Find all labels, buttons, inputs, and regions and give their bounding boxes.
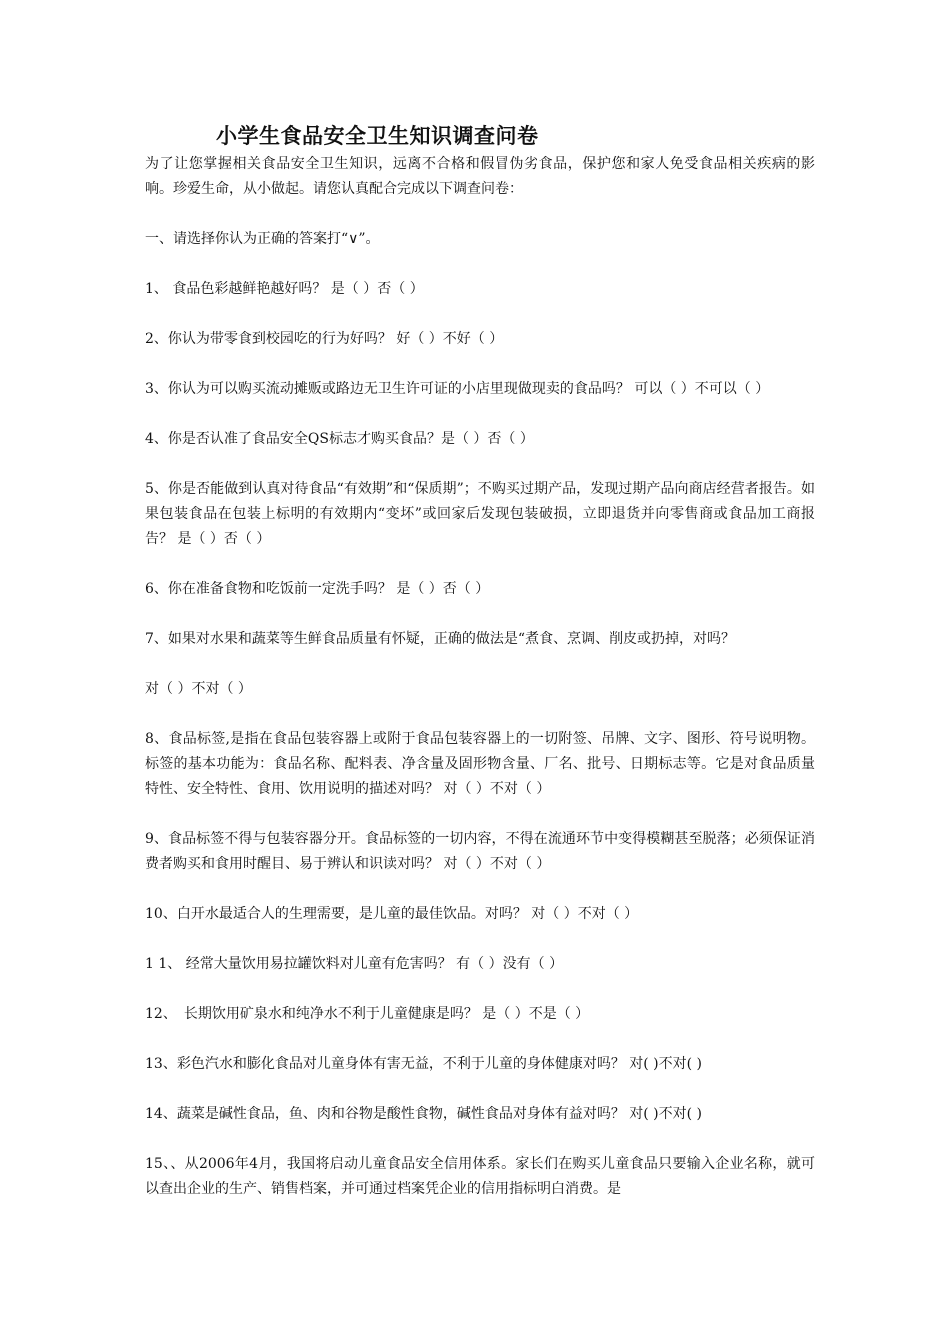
- question-7-options: 对（ ）不对（ ）: [145, 681, 252, 697]
- question-2: 2、你认为带零食到校园吃的行为好吗？ 好（ ）不好（ ）: [145, 331, 504, 347]
- question-13: 13、彩色汽水和膨化食品对儿童身体有害无益，不利于儿童的身体健康对吗？ 对( )不对( ): [145, 1056, 703, 1072]
- question-15: 15、、从2006年4月，我国将启动儿童食品安全信用体系。家长们在购买儿童食品只要输入企业名称，就可以查出企业的生产、销售档案，并可通过档案凭企业的信用指标明白消费。是: [145, 1156, 815, 1197]
- question-7: 7、如果对水果和蔬菜等生鲜食品质量有怀疑，正确的做法是“煮食、烹调、削皮或扔掉，对吗？: [145, 631, 736, 647]
- question-12: 12、 长期饮用矿泉水和纯净水不利于儿童健康是吗？ 是（ ）不是（ ）: [145, 1006, 590, 1022]
- question-9: 9、食品标签不得与包装容器分开。食品标签的一切内容，不得在流通环节中变得模糊甚至脱落；必须保证消费者购买和食用时醒目、易于辨认和识读对吗？ 对（ ）不对（ ）: [145, 831, 815, 872]
- question-11: 1 1、 经常大量饮用易拉罐饮料对儿童有危害吗？ 有（ ）没有（ ）: [145, 956, 564, 972]
- question-14: 14、蔬菜是碱性食品，鱼、肉和谷物是酸性食物，碱性食品对身体有益对吗？ 对( )不对( ): [145, 1106, 703, 1122]
- question-6: 6、你在准备食物和吃饭前一定洗手吗？ 是（ ）否（ ）: [145, 581, 490, 597]
- question-8: 8、食品标签,是指在食品包装容器上或附于食品包装容器上的一切附签、吊牌、文字、图形、符号说明物。标签的基本功能为：食品名称、配料表、净含量及固形物含量、厂名、批号、日期标志等。它是对食品质量特性、安全特性、食用、饮用说明的描述对吗？ 对（ ）不对（ ）: [145, 731, 815, 797]
- document-body: [145, 152, 815, 1227]
- question-10: 10、白开水最适合人的生理需要，是儿童的最佳饮品。对吗？ 对（ ）不对（ ）: [145, 906, 639, 922]
- question-5: 5、你是否能做到认真对待食品“有效期”和“保质期”；不购买过期产品，发现过期产品向商店经营者报告。如果包装食品在包装上标明的有效期内“变坏”或回家后发现包装破损，立即退货并向零售商或食品加工商报告？ 是（ ）否（ ）: [145, 481, 815, 547]
- question-4: 4、你是否认准了食品安全QS标志才购买食品？是（ ）否（ ）: [145, 431, 534, 447]
- question-3: 3、你认为可以购买流动摊贩或路边无卫生许可证的小店里现做现卖的食品吗？ 可以（ ）不可以（ ）: [145, 381, 770, 397]
- intro-paragraph: 为了让您掌握相关食品安全卫生知识，远离不合格和假冒伪劣食品，保护您和家人免受食品相关疾病的影响。珍爱生命，从小做起。请您认真配合完成以下调查问卷：: [145, 156, 815, 197]
- section-heading: 一、请选择你认为正确的答案打“∨”。: [145, 231, 380, 247]
- question-1: 1、 食品色彩越鲜艳越好吗？ 是（ ）否（ ）: [145, 281, 424, 297]
- document-title: 小学生食品安全卫生知识调查问卷: [216, 123, 539, 148]
